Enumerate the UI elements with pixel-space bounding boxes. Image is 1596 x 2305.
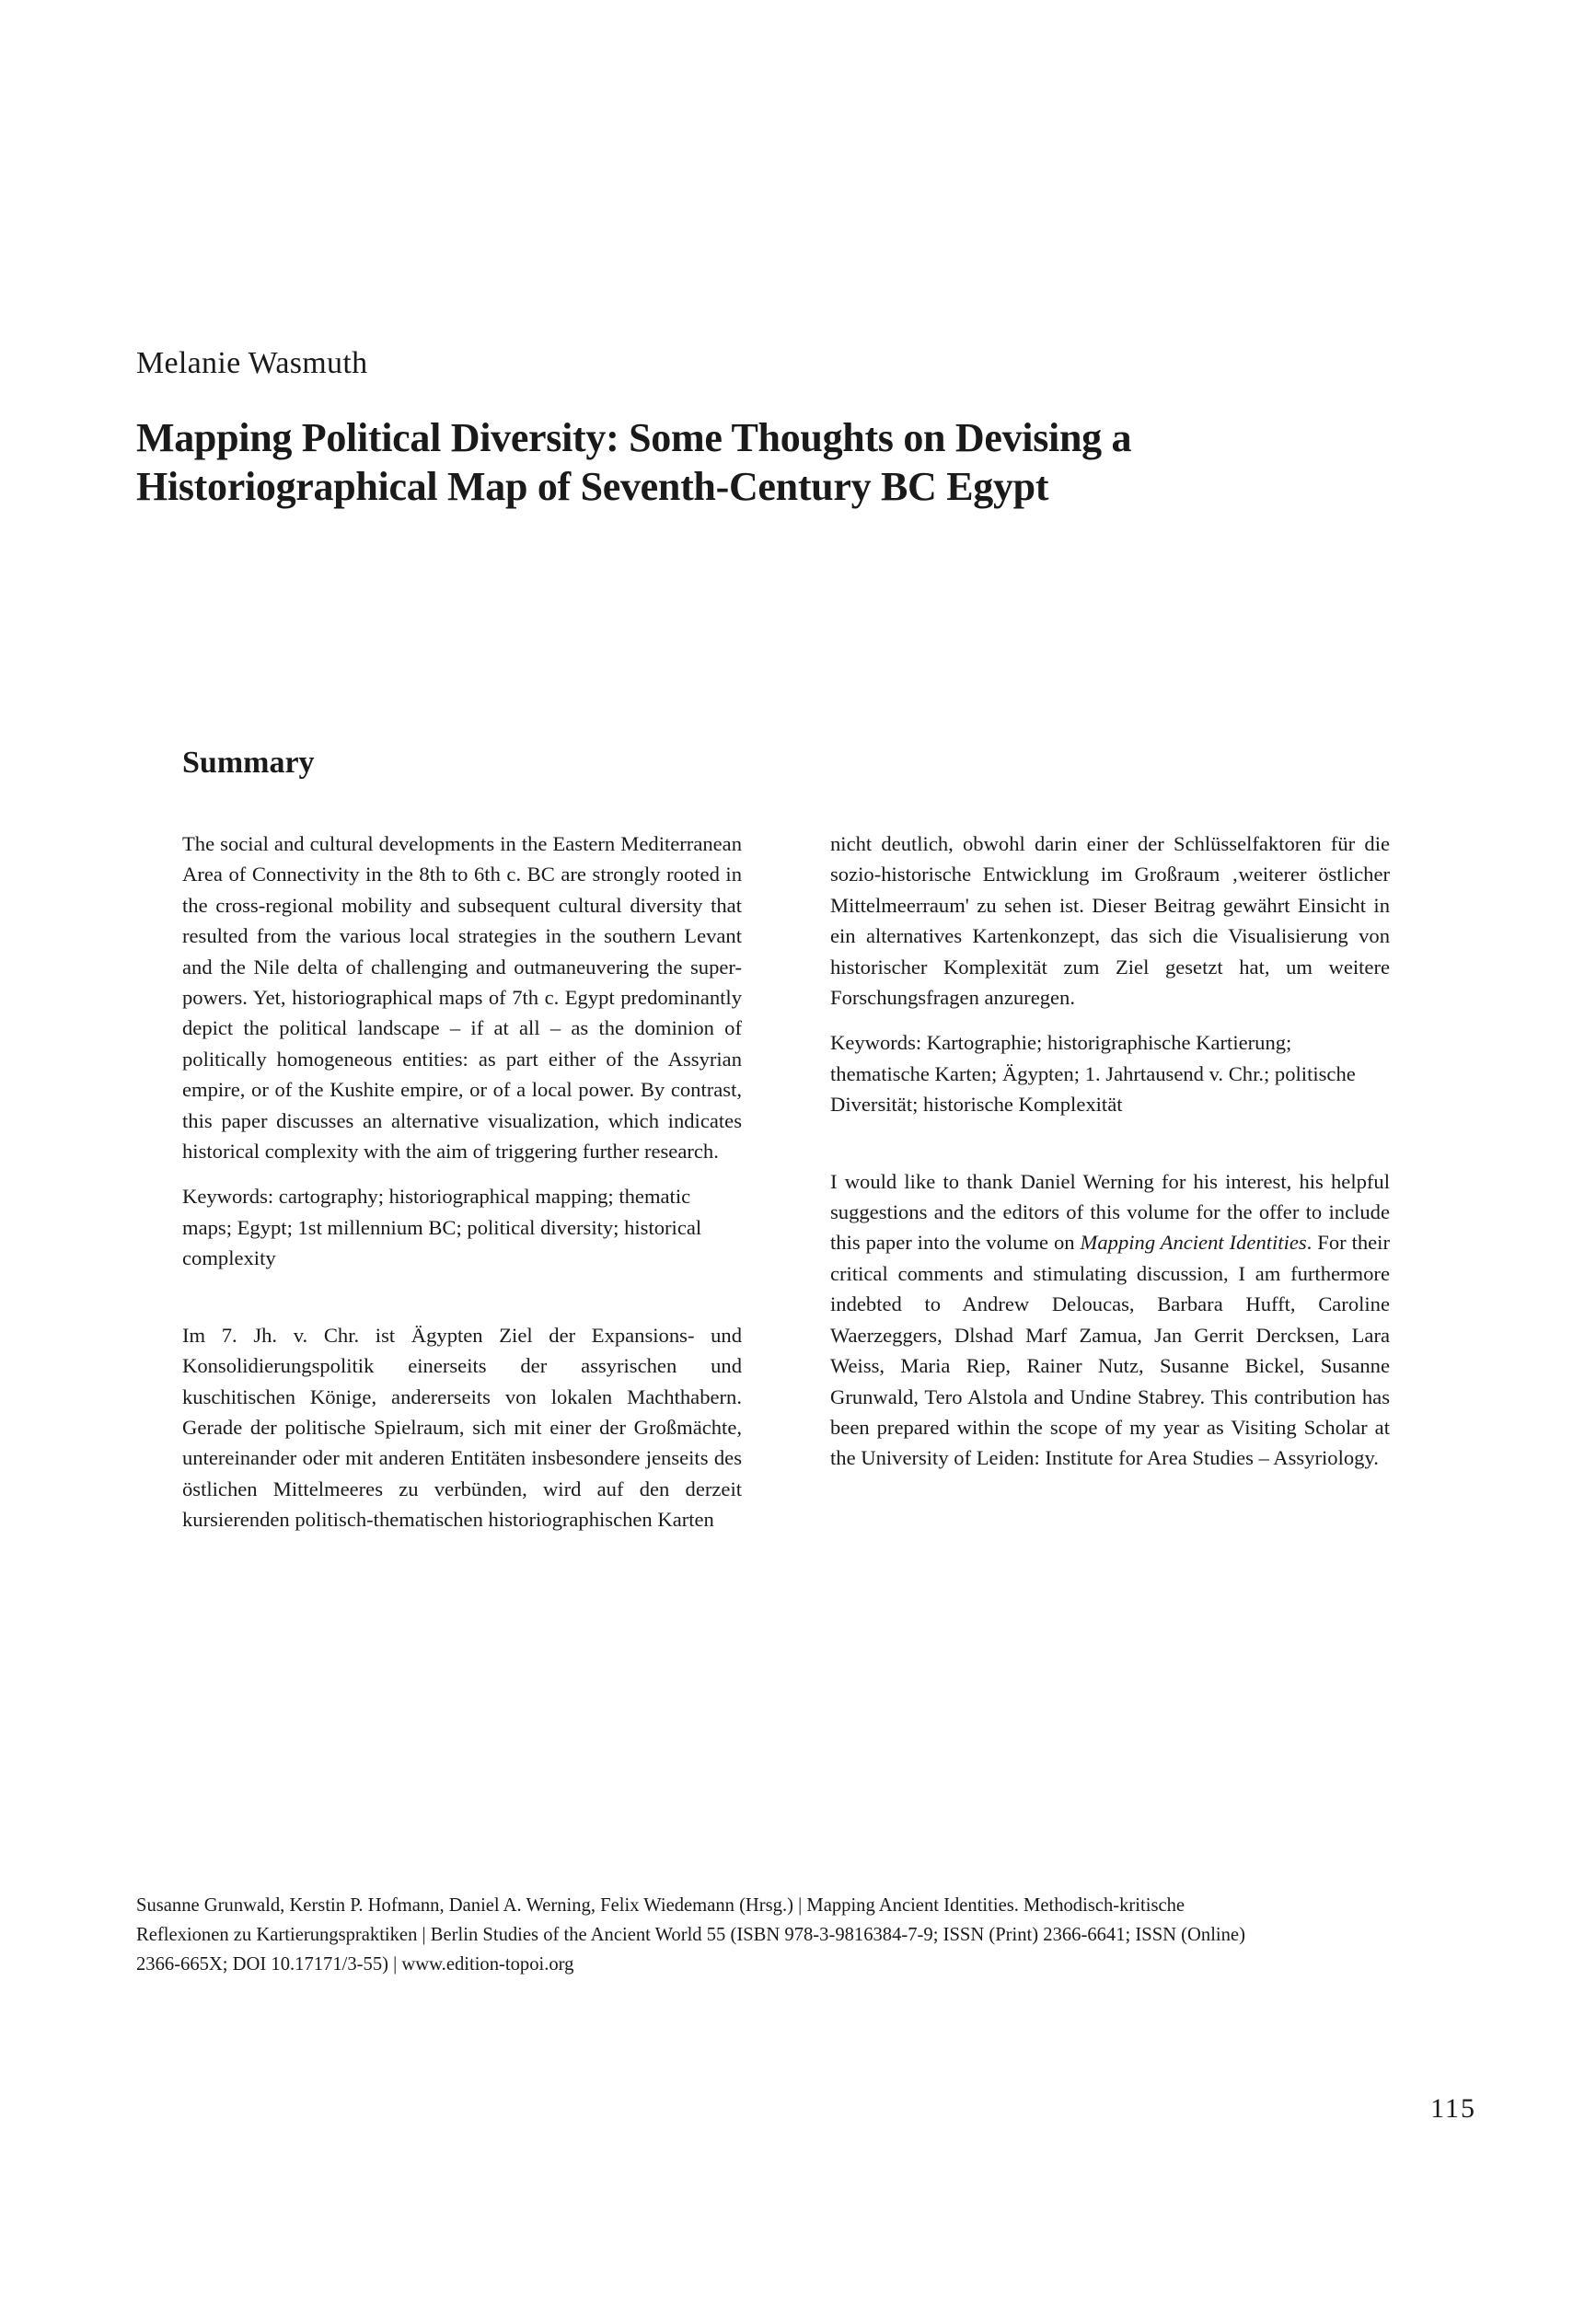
footer-line-3: 2366-665X; DOI 10.17171/3-55) | www.edition-topoi.org bbox=[136, 1954, 574, 1975]
summary-heading: Summary bbox=[182, 746, 315, 780]
title-line-1: Mapping Political Diversity: Some Thoughts on Devising a bbox=[136, 415, 1132, 460]
acknowledgements bbox=[830, 1166, 1390, 1474]
keywords-english: Keywords: cartography; historiographical mapping; thematic maps; Egypt; 1st millennium BC; political diversity; historical complexity bbox=[182, 1185, 702, 1270]
summary-right-column bbox=[830, 828, 1390, 1474]
abstract-german-continued: nicht deutlich, obwohl darin einer der Schlüsselfaktoren für die sozio-historische Entwicklung im Großraum ‚weiterer östlicher Mittelmeerraum' zu sehen ist. Dieser Beitrag gewährt Einsicht in ein alternatives Kartenkonzept, das sich die Visualisierung von historischer Komplexität zum Ziel gesetzt hat, um weitere Forschungsfragen anzuregen. bbox=[830, 832, 1390, 1010]
keywords-german: Keywords: Kartographie; historigraphische Kartierung; thematische Karten; Ägypten; 1. Jahrtausend v. Chr.; politische Diversität; historische Komplexität bbox=[830, 1031, 1356, 1117]
abstract-english: The social and cultural developments in the Eastern Mediterranean Area of Connectivity in the 8th to 6th c. BC are strongly rooted in the cross-regional mobility and subsequent cultural diversity that resulted from the various local strategies in the southern Levant and the Nile delta of challenging and outmaneuvering the super-powers. Yet, historiographical maps of 7th c. Egypt predominantly depict the political landscape – if at all – as the dominion of politically homogeneous entities: as part either of the Assyrian empire, or of the Kushite empire, or of a local power. By contrast, this paper discusses an alternative visualization, which indicates historical complexity with the aim of triggering further research. bbox=[182, 832, 742, 1164]
author-name: Melanie Wasmuth bbox=[136, 346, 368, 380]
page-number: 115 bbox=[1430, 2093, 1476, 2124]
acknowledgements-text-1: I would like to thank Daniel Werning for his interest, his helpful suggestions and the editors of this volume for the offer to include this paper into the volume on bbox=[830, 1169, 1390, 1255]
abstract-german: Im 7. Jh. v. Chr. ist Ägypten Ziel der Expansions- und Konsolidierungspolitik einerseits der assyrischen und kuschitischen Könige, andererseits von lokalen Machthabern. Gerade der politische Spielraum, sich mit einer der Großmächte, untereinander oder mit anderen Entitäten insbesondere jenseits des östlichen Mittelmeeres zu verbünden, wird auf den derzeit kursierenden politisch-thematischen historiographischen Karten bbox=[182, 1323, 742, 1532]
paper-title bbox=[136, 414, 1425, 512]
title-line-2: Historiographical Map of Seventh-Century BC Egypt bbox=[136, 463, 1049, 509]
citation-footer bbox=[136, 1891, 1416, 1979]
volume-title-italic: Mapping Ancient Identities bbox=[1080, 1231, 1307, 1255]
acknowledgements-text-2: . For their critical comments and stimulating discussion, I am furthermore indebted to Andrew Deloucas, Barbara Hufft, Caroline Waerzeggers, Dlshad Marf Zamua, Jan Gerrit Dercksen, Lara Weiss, Maria Riep, Rainer Nutz, Susanne Bickel, Susanne Grunwald, Tero Alstola and Undine Stabrey. This contribution has been prepared within the scope of my year as Visiting Scholar at the University of Leiden: Institute for Area Studies – Assyriology. bbox=[830, 1231, 1390, 1470]
footer-line-1: Susanne Grunwald, Kerstin P. Hofmann, Daniel A. Werning, Felix Wiedemann (Hrsg.) | Mapping Ancient Identities. Methodisch-kritische bbox=[136, 1895, 1185, 1916]
footer-line-2: Reflexionen zu Kartierungspraktiken | Berlin Studies of the Ancient World 55 (ISBN 978-3-9816384-7-9; ISSN (Print) 2366-6641; ISSN (Online) bbox=[136, 1925, 1245, 1945]
summary-left-column bbox=[182, 828, 742, 1535]
